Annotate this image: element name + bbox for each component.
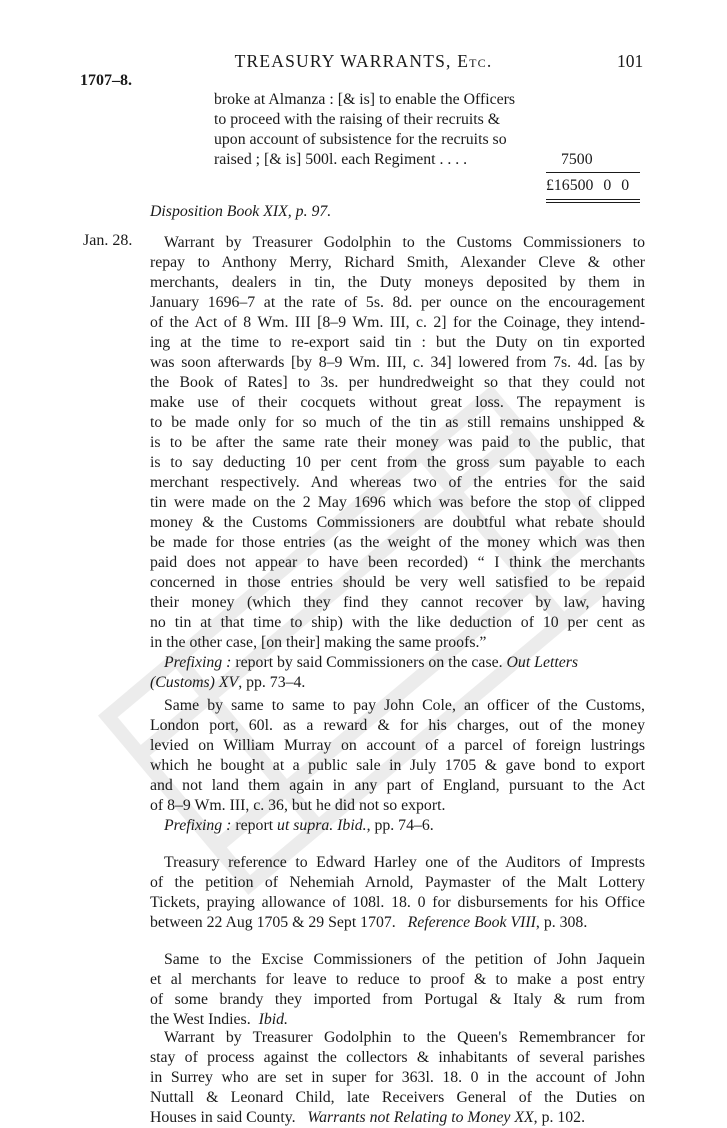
source-pages: , p. 308. bbox=[535, 914, 588, 931]
prefixing-label: Prefixing : bbox=[164, 654, 232, 671]
entry-line: which he bought at a public sale in July 1705 & gave bond to export bbox=[150, 757, 645, 774]
total-amount: £16500 0 0 bbox=[546, 177, 630, 194]
prefixing-line bbox=[150, 816, 645, 836]
sum-rule bbox=[546, 172, 640, 173]
prefixing-text: report by said Commissioners on the case. bbox=[231, 654, 507, 671]
disposition-reference: Disposition Book XIX, p. 97. bbox=[150, 203, 332, 220]
prefixing-label: Prefixing : bbox=[164, 817, 232, 834]
entry-line: Warrant by Treasurer Godolphin to the Queen's Remembrancer for bbox=[164, 1029, 645, 1046]
entry-line: repay to Anthony Merry, Richard Smith, Alexander Cleve & other bbox=[150, 254, 645, 271]
continuation-block bbox=[214, 90, 554, 170]
entry-line: London port, 60l. as a reward & for his charges, out of the money bbox=[150, 717, 645, 734]
entry-line: paid does not appear to have been recorded) “ I think the merchants bbox=[150, 554, 645, 571]
continuation-line: broke at Almanza : [& is] to enable the Officers bbox=[214, 91, 516, 108]
entry-line: be made for those entries (as the weight of the money which was then bbox=[150, 534, 645, 551]
continuation-line: to proceed with the raising of their recruits & bbox=[214, 111, 501, 128]
entry-line: in the other case, [on their] making the same proofs.” bbox=[150, 634, 487, 651]
entry-line: of the petition of Nehemiah Arnold, Paymaster of the Malt Lottery bbox=[150, 874, 645, 891]
running-header-title: TREASURY WARRANTS, Etc. bbox=[234, 51, 493, 71]
entry-line: is to be after the same rate their money was paid to the public, that bbox=[150, 434, 645, 451]
entry-line-with-ref bbox=[150, 1108, 645, 1128]
entry-line: make use of their cocquets without great loss. The repayment is bbox=[150, 394, 645, 411]
source-reference: Reference Book VIII bbox=[407, 914, 536, 931]
entry-harley-reference bbox=[150, 853, 645, 933]
entry-line: tin were made on the 2 May 1696 which was before the stop of clipped bbox=[150, 494, 645, 511]
entry-jaquein-petition bbox=[150, 950, 645, 1030]
entry-line: between 22 Aug 1705 & 29 Sept 1707. bbox=[150, 914, 396, 931]
continuation-line: raised ; [& is] 500l. each Regiment . . . . bbox=[214, 151, 468, 168]
entry-line: Houses in said County. bbox=[150, 1109, 296, 1126]
entry-line: their money (which they find they cannot recover by law, having bbox=[150, 594, 645, 611]
entry-line: the West Indies. bbox=[150, 1011, 251, 1028]
prefixing-line bbox=[150, 653, 645, 673]
entry-line: Same by same to same to pay John Cole, an officer of the Customs, bbox=[164, 697, 645, 714]
entry-remembrancer-warrant bbox=[150, 1028, 645, 1128]
entry-line: of 8–9 Wm. III, c. 36, but he did not so export. bbox=[150, 797, 446, 814]
entry-line: Tickets, praying allowance of 108l. 18. 0 for disbursements for his Office bbox=[150, 894, 645, 911]
entry-john-cole-reward bbox=[150, 696, 645, 836]
entry-line: January 1696–7 at the rate of 5s. 8d. per ounce on the encouragement bbox=[150, 294, 645, 311]
entry-line: Same to the Excise Commissioners of the petition of John Jaquein bbox=[164, 951, 645, 968]
total-rule-top bbox=[546, 199, 640, 200]
entry-line: Nuttall & Leonard Child, late Receivers General of the Duties on bbox=[150, 1089, 645, 1106]
source-reference: (Customs) XV bbox=[150, 674, 239, 691]
entry-line-with-ref bbox=[150, 1010, 645, 1030]
source-reference: Warrants not Relating to Money XX bbox=[307, 1109, 534, 1126]
entry-date: Jan. 28. bbox=[83, 232, 133, 249]
source-reference: Ibid. bbox=[258, 1011, 288, 1028]
source-reference: ut supra. Ibid. bbox=[277, 817, 367, 834]
entry-line: to be made only for so much of the tin as still remains unshipped & bbox=[150, 414, 645, 431]
entry-line: is to say deducting 10 per cent from the gross sum payable to each bbox=[150, 454, 645, 471]
entry-customs-tin-warrant bbox=[150, 233, 645, 693]
entry-line: in Surrey who are set in super for 363l. 18. 0 in the account of John bbox=[150, 1069, 645, 1086]
entry-line: merchant respectively. And whereas two of the entries for the said bbox=[150, 474, 645, 491]
entry-line: money & the Customs Commissioners are doubtful what rebate should bbox=[150, 514, 645, 531]
regiment-amount: 7500 bbox=[561, 151, 593, 168]
entry-line: levied on William Murray on account of a parcel of foreign lustrings bbox=[150, 737, 645, 754]
entry-line: was soon afterwards [by 8–9 Wm. III, c. 34] lowered from 7s. 4d. [as by bbox=[150, 354, 645, 371]
entry-line: of some brandy they imported from Portugal & Italy & rum from bbox=[150, 991, 645, 1008]
entry-line: Treasury reference to Edward Harley one of the Auditors of Imprests bbox=[164, 854, 645, 871]
page-number: 101 bbox=[617, 51, 644, 71]
source-pages: , pp. 73–4. bbox=[238, 674, 306, 691]
entry-line: ing at the time to re-export said tin : but the Duty on tin exported bbox=[150, 334, 645, 351]
entry-line: Warrant by Treasurer Godolphin to the Customs Commissioners to bbox=[164, 234, 645, 251]
entry-line: et al merchants for leave to reduce to proof & to make a post entry bbox=[150, 971, 645, 988]
entry-line: the Book of Rates] to 3s. per hundredweight so that they could not bbox=[150, 374, 645, 391]
entry-line: concerned in those entries should be very well satisfied to be repaid bbox=[150, 574, 645, 591]
entry-line: and not land them again in any part of England, pursuant to the Act bbox=[150, 777, 645, 794]
source-pages: , p. 102. bbox=[533, 1109, 586, 1126]
entry-line-with-ref bbox=[150, 913, 645, 933]
continuation-line: upon account of subsistence for the recruits so bbox=[214, 131, 507, 148]
source-reference: Out Letters bbox=[506, 654, 579, 671]
year-margin-label: 1707–8. bbox=[80, 72, 132, 89]
total-rule-bottom bbox=[546, 202, 640, 203]
source-pages: , pp. 74–6. bbox=[366, 817, 434, 834]
entry-line: merchants, dealers in tin, the Duty moneys deposited by them in bbox=[150, 274, 645, 291]
entry-line: of the Act of 8 Wm. III [8–9 Wm. III, c. 2] for the Coinage, they intend- bbox=[150, 314, 645, 331]
entry-line: no tin at that time to ship) with the like deduction of 10 per cent as bbox=[150, 614, 645, 631]
prefixing-line-2 bbox=[150, 673, 645, 693]
entry-line: stay of process against the collectors & inhabitants of several parishes bbox=[150, 1049, 645, 1066]
prefixing-text: report bbox=[231, 817, 278, 834]
